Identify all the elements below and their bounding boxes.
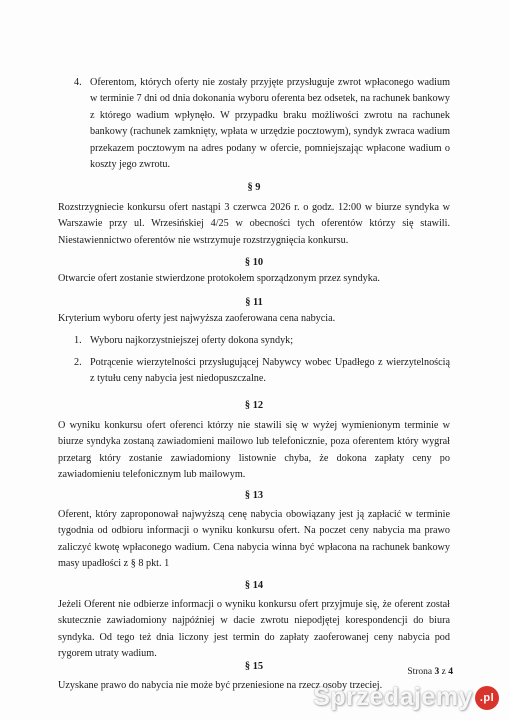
section-heading-15: § 15 — [244, 661, 264, 672]
paragraph-section-11: Kryterium wyboru oferty jest najwyższa zaoferowana cena nabycia. — [58, 313, 336, 324]
page-current: 3 — [434, 667, 440, 677]
paragraph-section-10: Otwarcie ofert zostanie stwierdzone protokołem sporządzonym przez syndyka. — [58, 273, 380, 284]
watermark-logo — [313, 683, 499, 712]
list-number: 1. — [74, 335, 82, 346]
list-item: Potrącenie wierzytelności przysługującej Nabywcy wobec Upadłego z wierzytelnością z tytułu ceny nabycia jest niedopuszczalne. — [90, 357, 450, 385]
page-number — [407, 667, 453, 677]
paragraph-section-12: O wyniku konkursu ofert oferenci którzy nie stawili się w wyżej wymienionym terminie w biurze syndyka zostaną zawiadomieni mailowo lub telefonicznie, poza oferentem który wygrał przetarg który zostanie zawiadomiony listownie chyba, że dokona zapłaty ceny po zawiadomieniu telefonicznym lub mailowym. — [58, 420, 450, 481]
watermark-text: Sprzedajemy — [313, 683, 473, 711]
paragraph-item-4: Oferentom, których oferty nie zostały przyjęte przysługuje zwrot wpłaconego wadium w terminie 7 dni od dnia dokonania wyboru oferenta bez odsetek, na rachunek bankowy z którego wadium wpłynęło. W przypadku braku możliwości zwrotu na rachunek bankowy (rachunek zamknięty, wpłata w urzędzie pocztowym), syndyk zwraca wadium przekazem pocztowym na adres podany w ofercie, pomniejszając wpłacone wadium o koszty jego zwrotu. — [90, 77, 450, 171]
watermark-badge: .pl — [475, 686, 499, 710]
page-separator: z — [441, 667, 446, 677]
list-item: Wyboru najkorzystniejszej oferty dokona syndyk; — [90, 335, 294, 346]
paragraph-section-13: Oferent, który zaproponował najwyższą cenę nabycia obowiązany jest ją zapłacić w terminie tygodnia od odbioru informacji o wyniku konkursu ofert. Na poczet ceny nabycia ma prawo zaliczyć kwotę wpłaconego wadium. Cena nabycia winna być wpłacona na rachunek bankowy masy upadłości z § 8 pkt. 1 — [58, 509, 450, 570]
page-label: Strona — [407, 667, 433, 677]
paragraph-section-9: Rozstrzygniecie konkursu ofert nastąpi 3 czerwca 2026 r. o godz. 12:00 w biurze syndyka w Warszawie przy ul. Wrzesińskiej 4/25 w obecności tych oferentów którzy się stawili. Niestawiennictwo oferentów nie wstrzymuje rozstrzygnięcia konkursu. — [58, 202, 450, 246]
section-heading-10: § 10 — [244, 257, 264, 268]
page-total: 4 — [448, 667, 453, 677]
section-heading-14: § 14 — [244, 580, 264, 591]
section-heading-9: § 9 — [247, 182, 261, 193]
paragraph-section-14: Jeżeli Oferent nie odbierze informacji o wyniku konkursu ofert przyjmuje się, że oferent został skutecznie zawiadomiony najpóźniej w dacie zwrotu niepodjętej korespondencji do biura syndyka. Od tego też dnia liczony jest termin do zapłaty zaoferowanej ceny nabycia pod rygorem utraty wadium. — [58, 599, 450, 660]
section-heading-11: § 11 — [245, 297, 263, 308]
paragraph-section-15: Uzyskane prawo do nabycia nie może być przeniesione na rzecz osoby trzeciej. — [58, 680, 383, 691]
section-heading-13: § 13 — [244, 490, 264, 501]
list-number: 2. — [74, 357, 82, 368]
section-heading-12: § 12 — [244, 400, 264, 411]
list-number: 4. — [74, 77, 82, 88]
